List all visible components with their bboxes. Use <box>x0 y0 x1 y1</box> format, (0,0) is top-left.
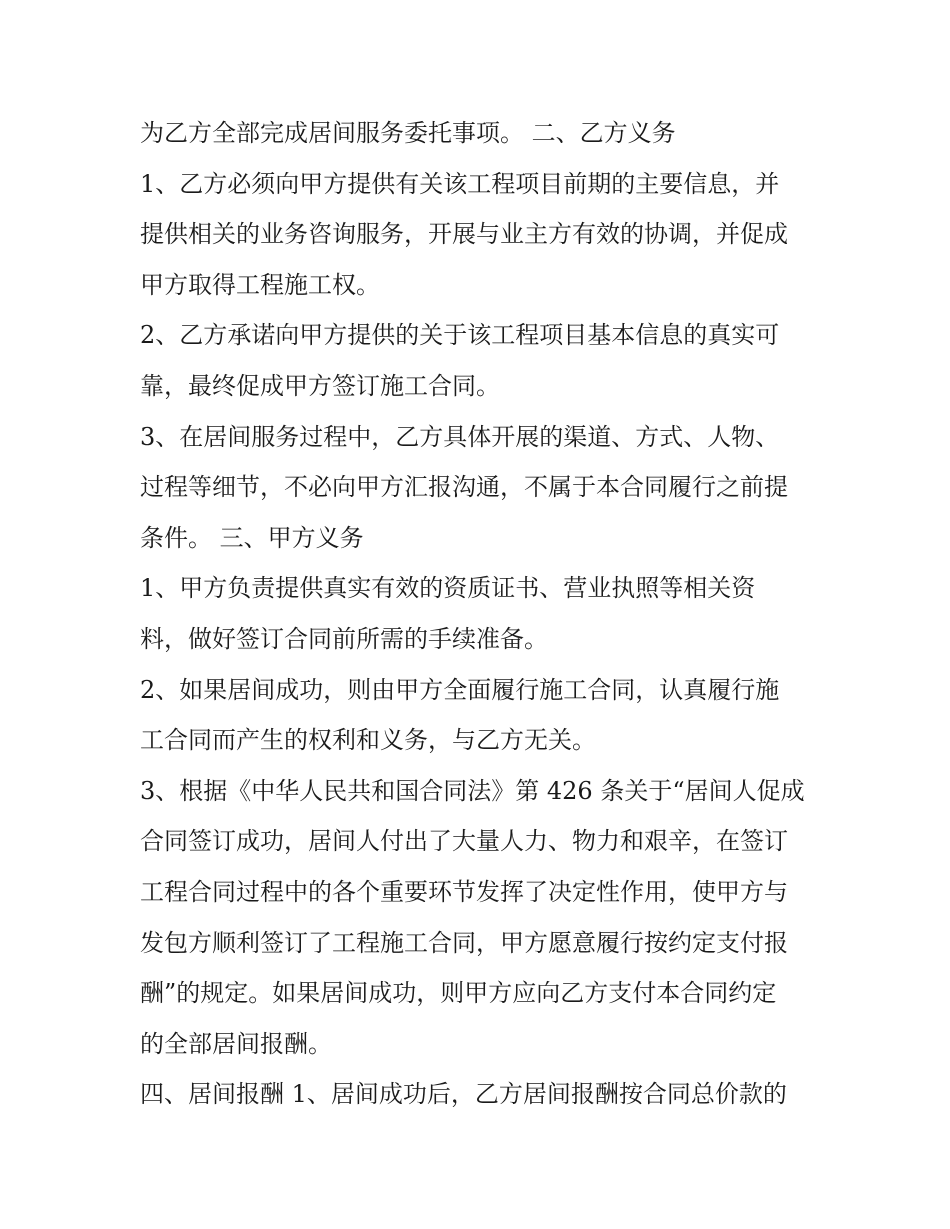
text-line-5: 2、乙方承诺向甲方提供的关于该工程项目基本信息的真实可 <box>140 321 780 350</box>
text-line-3: 提供相关的业务咨询服务，开展与业主方有效的协调，并促成 <box>140 220 788 249</box>
text-line-20: 四、居间报酬 1、居间成功后，乙方居间报酬按合同总价款的 <box>140 1080 787 1109</box>
text-line-17: 发包方顺利签订了工程施工合同，甲方愿意履行按约定支付报 <box>140 928 788 957</box>
text-line-13: 工合同而产生的权利和义务，与乙方无关。 <box>140 726 596 755</box>
text-line-12: 2、如果居间成功，则由甲方全面履行施工合同，认真履行施 <box>140 675 780 704</box>
text-line-4: 甲方取得工程施工权。 <box>140 270 380 299</box>
text-line-2: 1、乙方必须向甲方提供有关该工程项目前期的主要信息，并 <box>140 169 780 198</box>
text-line-8: 过程等细节，不必向甲方汇报沟通，不属于本合同履行之前提 <box>140 473 788 502</box>
text-line-14: 3、根据《中华人民共和国合同法》第 426 条关于“居间人促成 <box>140 776 805 805</box>
text-line-6: 靠，最终促成甲方签订施工合同。 <box>140 371 500 400</box>
text-line-11: 料，做好签订合同前所需的手续准备。 <box>140 624 548 653</box>
text-line-1: 为乙方全部完成居间服务委托事项。 二、乙方义务 <box>140 119 676 147</box>
text-line-18: 酬”的规定。如果居间成功，则甲方应向乙方支付本合同约定 <box>140 979 777 1008</box>
text-line-16: 工程合同过程中的各个重要环节发挥了决定性作用，使甲方与 <box>140 877 788 906</box>
text-line-9: 条件。 三、甲方义务 <box>140 523 364 552</box>
text-line-10: 1、甲方负责提供真实有效的资质证书、营业执照等相关资 <box>140 574 756 603</box>
text-line-15: 合同签订成功，居间人付出了大量人力、物力和艰辛，在签订 <box>140 827 788 856</box>
text-line-7: 3、在居间服务过程中，乙方具体开展的渠道、方式、人物、 <box>140 422 780 451</box>
contract-text-body <box>140 108 830 1120</box>
text-line-19: 的全部居间报酬。 <box>140 1029 332 1058</box>
